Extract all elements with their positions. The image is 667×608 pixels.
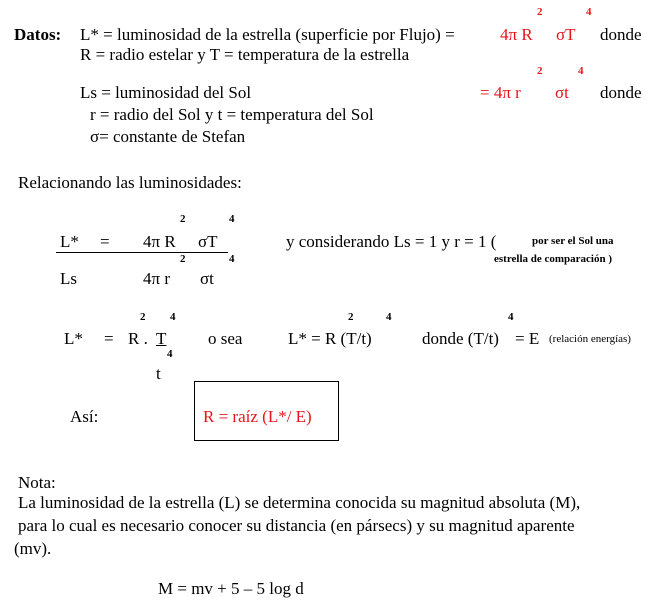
fraction-numerator-a: 4π R xyxy=(143,232,176,251)
equation-equals: = xyxy=(104,329,114,348)
equation-t-denominator: t xyxy=(156,364,161,383)
equation-r: R . xyxy=(128,329,148,348)
exponent-4: 4 xyxy=(386,311,392,323)
exponent-2: 2 xyxy=(140,311,146,323)
datos-label: Datos: xyxy=(14,25,62,44)
sun-radius-definition: r = radio del Sol y t = temperatura del Sol xyxy=(90,105,374,124)
donde-ratio: donde (T/t) xyxy=(422,329,499,348)
sigma-definition: σ= constante de Stefan xyxy=(90,127,246,146)
exponent-4: 4 xyxy=(508,311,514,323)
exponent-4: 4 xyxy=(586,6,592,18)
exponent-4: 4 xyxy=(229,213,235,225)
comparison-note-1: por ser el Sol una xyxy=(532,235,614,247)
o-sea-label: o sea xyxy=(208,329,243,348)
fraction-numerator-b: σT xyxy=(198,232,218,251)
asi-label: Así: xyxy=(70,407,99,426)
equation-t-numerator: T xyxy=(156,329,167,348)
equation-lhs: L* xyxy=(64,329,83,348)
note-line-2: para lo cual es necesario conocer su distancia (en pársecs) y su magnitud aparente xyxy=(18,516,575,535)
comparison-note-2: estrella de comparación ) xyxy=(494,253,613,265)
luminosity-definition: L* = luminosidad de la estrella (superficie por Flujo) = xyxy=(80,25,455,44)
equation-rhs: L* = R (T/t) xyxy=(288,329,372,348)
exponent-4: 4 xyxy=(170,311,176,323)
fraction-numerator-l: L* xyxy=(60,232,79,251)
energy-relation-note: (relación energías) xyxy=(549,333,631,345)
note-line-1: La luminosidad de la estrella (L) se determina conocida su magnitud absoluta (M), xyxy=(18,493,581,512)
exponent-2: 2 xyxy=(180,253,186,265)
fraction-bar xyxy=(56,252,228,253)
fraction-denominator-b: σt xyxy=(200,269,214,288)
sun-formula-part-b: σt xyxy=(555,83,569,102)
luminosity-formula-part-b: σT xyxy=(556,25,576,44)
sun-formula-part-a: = 4π r xyxy=(480,83,521,102)
result-formula: R = raíz (L*/ E) xyxy=(203,407,312,426)
sun-luminosity-definition: Ls = luminosidad del Sol xyxy=(80,83,252,102)
radius-definition: R = radio estelar y T = temperatura de la estrella xyxy=(80,45,410,64)
exponent-2: 2 xyxy=(537,6,543,18)
considering-text: y considerando Ls = 1 y r = 1 ( xyxy=(286,232,497,251)
exponent-2: 2 xyxy=(348,311,354,323)
fraction-denominator-l: Ls xyxy=(60,269,77,288)
exponent-4: 4 xyxy=(578,65,584,77)
exponent-2: 2 xyxy=(537,65,543,77)
fraction-denominator-a: 4π r xyxy=(143,269,170,288)
luminosity-formula-part-a: 4π R xyxy=(500,25,533,44)
exponent-4: 4 xyxy=(229,253,235,265)
equals-e: = E xyxy=(515,329,540,348)
fraction-equals: = xyxy=(100,232,110,251)
donde-label: donde xyxy=(600,25,642,44)
exponent-4: 4 xyxy=(167,348,173,360)
note-line-3: (mv). xyxy=(14,539,52,558)
donde-label: donde xyxy=(600,83,642,102)
magnitude-formula: M = mv + 5 – 5 log d xyxy=(158,579,304,598)
note-heading: Nota: xyxy=(18,473,56,492)
exponent-2: 2 xyxy=(180,213,186,225)
relation-heading: Relacionando las luminosidades: xyxy=(18,173,242,192)
